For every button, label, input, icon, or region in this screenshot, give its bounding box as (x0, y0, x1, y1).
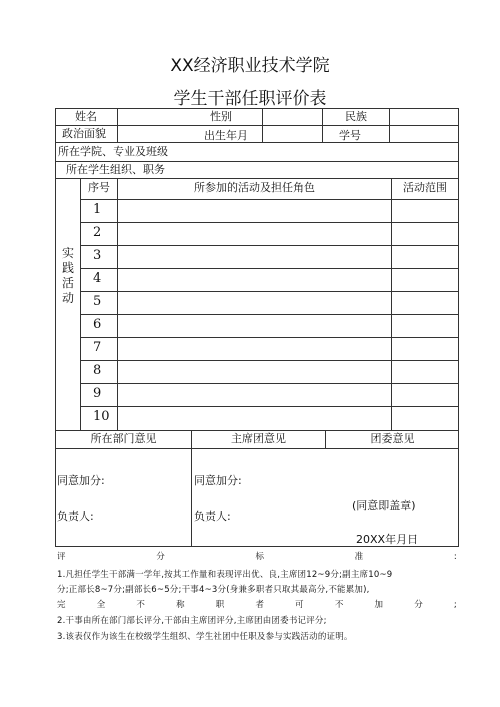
table-row-divider (80, 268, 459, 269)
activity-row-index: 4 (93, 271, 102, 286)
form-title: 学生干部任职评价表 (173, 89, 327, 109)
student-id-label: 学号 (339, 129, 361, 142)
activity-row-index: 10 (93, 409, 110, 424)
college-major-class-label: 所在学院、专业及班级 (58, 145, 168, 158)
rule-3: 3.该表仅作为该生在校级学生组织、学生社团中任职及参与实践活动的证明。 (57, 632, 353, 642)
footer-char: 可 (295, 600, 304, 610)
rule-1-line-b: 分;正部长8~7分;副部长6~5分;干事4~3分(身兼多职者只取其最高分,不能累加), (57, 585, 370, 595)
department-opinion-header: 所在部门意见 (90, 432, 157, 445)
stamp-note: (同意即盖章) (352, 499, 416, 512)
footer-char: 加 (374, 600, 384, 610)
practice-activities-label: 实践活动 (61, 246, 74, 305)
activity-row-index: 2 (93, 225, 102, 240)
footer-char: 不 (136, 600, 146, 610)
activity-row-index: 1 (93, 202, 102, 217)
ethnicity-label: 民族 (345, 110, 367, 123)
table-row-divider (80, 360, 459, 361)
table-row-divider (80, 406, 459, 407)
activity-row-index: 3 (93, 248, 102, 263)
footer-char: 称 (176, 600, 185, 610)
table-row-divider (80, 291, 459, 292)
footer-char: 标 (255, 552, 265, 562)
footer-char: 全 (96, 600, 106, 610)
footer-char: 准 (354, 552, 364, 562)
gender-label: 性别 (210, 110, 232, 123)
footer-char: ; (453, 600, 457, 610)
table-row-divider (80, 337, 459, 338)
activity-row-index: 6 (93, 317, 102, 332)
name-label: 姓名 (75, 110, 97, 123)
rule-2: 2.干事由所在部门部长评分,干部由主席团评分,主席团由团委书记评分; (57, 616, 327, 626)
student-org-position-label: 所在学生组织、职务 (66, 163, 165, 176)
table-row-divider (80, 222, 459, 223)
league-committee-opinion-header: 团委意见 (370, 432, 415, 445)
activity-role-column-header: 所参加的活动及担任角色 (194, 181, 315, 194)
rule-1-line-a: 1.凡担任学生干部满一学年,按其工作量和表现评出优、良,主席团12~9分;副主席10~9 (57, 570, 393, 580)
political-status-label: 政治面貌 (62, 127, 106, 140)
activity-scope-column-header: 活动范围 (403, 181, 447, 194)
activity-row-index: 7 (93, 340, 102, 355)
presidium-agree-score: 同意加分: (194, 474, 242, 487)
footer-char: 完 (57, 600, 66, 610)
footer-char: : (453, 552, 457, 562)
rule-1-line-c (57, 598, 457, 612)
footer-char: 者 (255, 600, 265, 610)
activity-row-index: 9 (93, 386, 102, 401)
footer-char: 分 (156, 552, 165, 562)
table-row-divider (80, 245, 459, 246)
table-row-divider (80, 314, 459, 315)
presidium-opinion-header: 主席团意见 (231, 432, 286, 445)
department-agree-score: 同意加分: (57, 474, 105, 487)
birth-date-label: 出生年月 (204, 129, 248, 142)
date-line: 20XX年月日 (356, 533, 419, 546)
footer-char: 分 (414, 600, 423, 610)
department-person-in-charge: 负责人: (57, 510, 94, 523)
activity-row-index: 8 (93, 363, 102, 378)
scoring-criteria-heading (57, 550, 457, 564)
presidium-person-in-charge: 负责人: (194, 510, 231, 523)
footer-char: 评 (57, 552, 66, 562)
index-column-header: 序号 (88, 181, 110, 194)
activity-row-index: 5 (93, 294, 102, 309)
footer-char: 职 (215, 600, 225, 610)
footer-char: 不 (334, 600, 344, 610)
school-title: XX经济职业技术学院 (170, 56, 330, 76)
table-row-divider (80, 383, 459, 384)
